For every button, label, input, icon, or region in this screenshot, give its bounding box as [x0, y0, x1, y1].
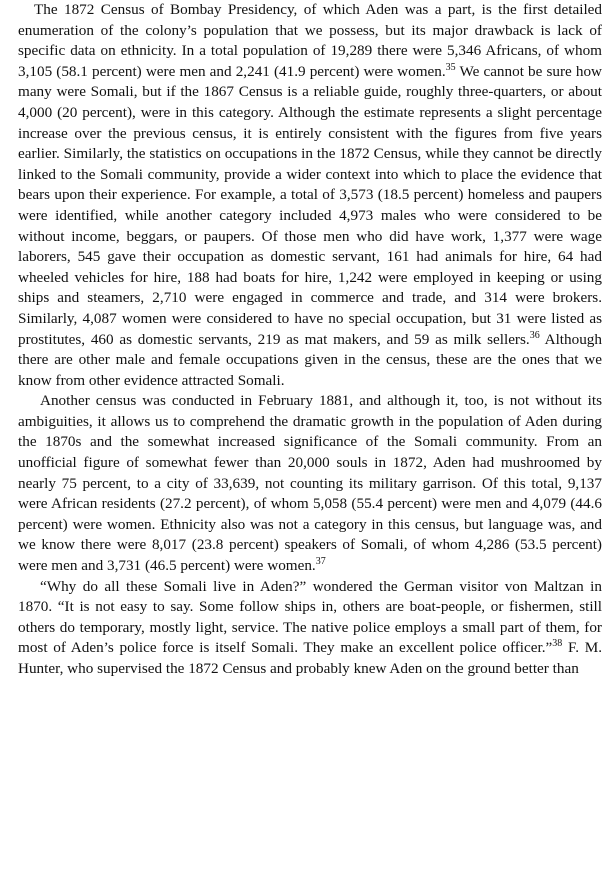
paragraph-1881-census: [18, 391, 602, 576]
footnote-ref-35: 35: [445, 61, 456, 73]
text-run: The 1872 Census of Bombay Presidency, of which Aden was a part, is the first detailed enumeration of the colony’s population that we possess, but its major drawback is lack of specific data on ethnicity. In a total population of 19,289 there were 5,346 Africans, of whom 3,105 (58.1 percent) were men and 2,241 (41.9 percent) were women.: [18, 1, 602, 80]
document-page: [18, 0, 602, 680]
footnote-ref-37: 37: [315, 556, 326, 568]
footnote-ref-38: 38: [552, 638, 563, 650]
text-run: Although there are other male and female occupations given in the census, these are the ones that we know from other evidence attracted Somali.: [18, 330, 602, 389]
text-run: F. M. Hunter, who supervised the 1872 Census and probably knew Aden on the ground better than: [18, 639, 603, 677]
text-run: Another census was conducted in February 1881, and although it, too, is not without its ambiguities, it allows us to comprehend the dramatic growth in the population of Aden during the 1870s and the somewhat increased significance of the Somali community. From an unofficial figure of somewhat fewer than 20,000 souls in 1872, Aden had mushroomed by nearly 75 percent, to a city of 33,639, not counting its military garrison. Of this total, 9,137 were African residents (27.2 percent), of whom 5,058 (55.4 percent) were men and 4,079 (44.6 percent) were women. Ethnicity also was not a category in this census, but language was, and we know there were 8,017 (23.8 percent) speakers of Somali, of whom 4,286 (53.5 percent) were men and 3,731 (46.5 percent) were women.: [18, 392, 602, 575]
text-run: “Why do all these Somali live in Aden?” wondered the German visitor von Maltzan in 1870. “It is not easy to say. Some follow ships in, others are boat-people, or fishermen, still others do temporary, mostly light, service. The native police employs a small part of them, for most of Aden’s police force is itself Somali. They make an excellent police officer.”: [18, 577, 602, 657]
paragraph-von-maltzan-quote: [18, 577, 602, 680]
text-run: We cannot be sure how many were Somali, but if the 1867 Census is a reliable guide, roughly three-quarters, or about 4,000 (20 percent), were in this category. Although the estimate represents a slight percentage increase over the previous census, it is entirely consistent with the figures from five years earlier. Similarly, the statistics on occupations in the 1872 Census, while they cannot be directly linked to the Somali community, provide a wider context into which to place the evidence that bears upon their experience. For example, a total of 3,573 (18.5 percent) homeless and paupers were identified, while another category included 4,973 males who were considered to be without income, beggars, or paupers. Of those men who did have work, 1,377 were wage laborers, 545 gave their occupation as domestic servant, 161 had animals for hire, 64 had wheeled vehicles for hire, 188 had boats for hire, 1,242 were employed in keeping or using ships and steamers, 2,710 were engaged in commerce and trade, and 314 were brokers. Similarly, 4,087 women were considered to have no special occupation, but 31 were listed as prostitutes, 460 as domestic servants, 219 as mat makers, and 59 as milk sellers.: [18, 62, 603, 348]
paragraph-1872-census: [18, 0, 602, 391]
footnote-ref-36: 36: [529, 329, 540, 341]
